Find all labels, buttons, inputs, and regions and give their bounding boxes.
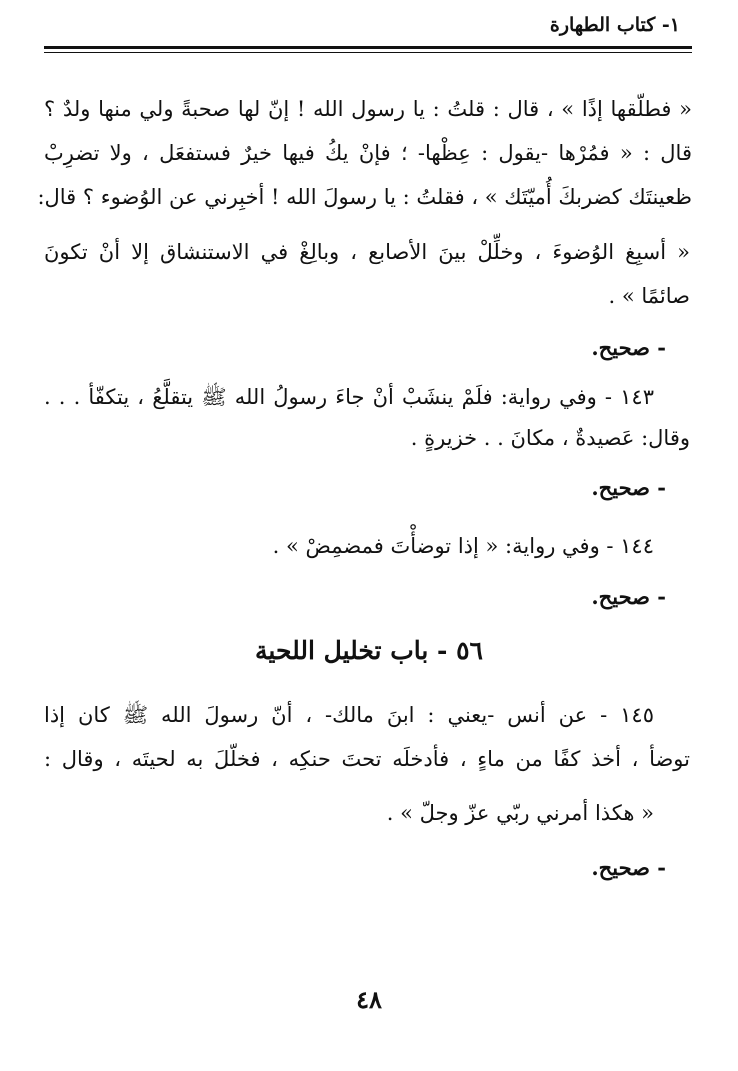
section-heading: ٥٦ - باب تخليل اللحية (255, 636, 483, 665)
header-rule-thick (44, 46, 692, 49)
hadith-144-line-1: ١٤٤ - وفي رواية: « إذا توضأْتَ فمضمِضْ » . (272, 534, 654, 558)
paragraph-1-line-1: « فطلّقها إذًا » ، قال : قلتُ : يا رسول الله ! إنّ لها صحبةً ولي منها ولدٌ ؟ (44, 97, 692, 121)
grade-label: - صحيح. (591, 475, 666, 500)
running-header: ١- كتاب الطهارة (549, 14, 680, 36)
quote-line-1: « أسبِغ الوُضوءَ ، وخلِّلْ بينَ الأصابع ، وبالِغْ في الاستنشاق إلا أنْ تكونَ (44, 240, 690, 264)
hadith-143-line-2: وقال: عَصيدةٌ ، مكانَ . . خزيرةٍ . (410, 426, 690, 450)
hadith-145-line-2: توضأ ، أخذ كفًا من ماءٍ ، فأدخلَه تحتَ حنكِه ، فخلّلَ به لحيتَه ، وقال : (44, 747, 690, 771)
quote-line-2: صائمًا » . (608, 284, 690, 308)
hadith-145-line-1: ١٤٥ - عن أنس -يعني : ابنَ مالك- ، أنّ رسولَ الله ﷺ كان إذا (44, 703, 654, 727)
hadith-145-line-3: « هكذا أمرني ربّي عزّ وجلّ » . (386, 801, 654, 825)
paragraph-1-line-2: قال : « فمُرْها -يقول : عِظْها- ؛ فإنْ يكُ فيها خيرٌ فستفعَل ، ولا تضرِبْ (44, 141, 692, 165)
header-rule-thin (44, 52, 692, 53)
grade-label: - صحيح. (591, 584, 666, 609)
grade-label: - صحيح. (591, 335, 666, 360)
paragraph-1-line-3: ظعينتَك كضربكَ أُميّتَك » ، فقلتُ : يا رسولَ الله ! أخبِرني عن الوُضوء ؟ قال: (37, 185, 692, 209)
grade-label: - صحيح. (591, 855, 666, 880)
page-number: ٤٨ (356, 985, 382, 1014)
hadith-143-line-1: ١٤٣ - وفي رواية: فلَمْ ينشَبْ أنْ جاءَ رسولُ الله ﷺ يتقلَّعُ ، يتكفّأ . . . (44, 385, 654, 409)
